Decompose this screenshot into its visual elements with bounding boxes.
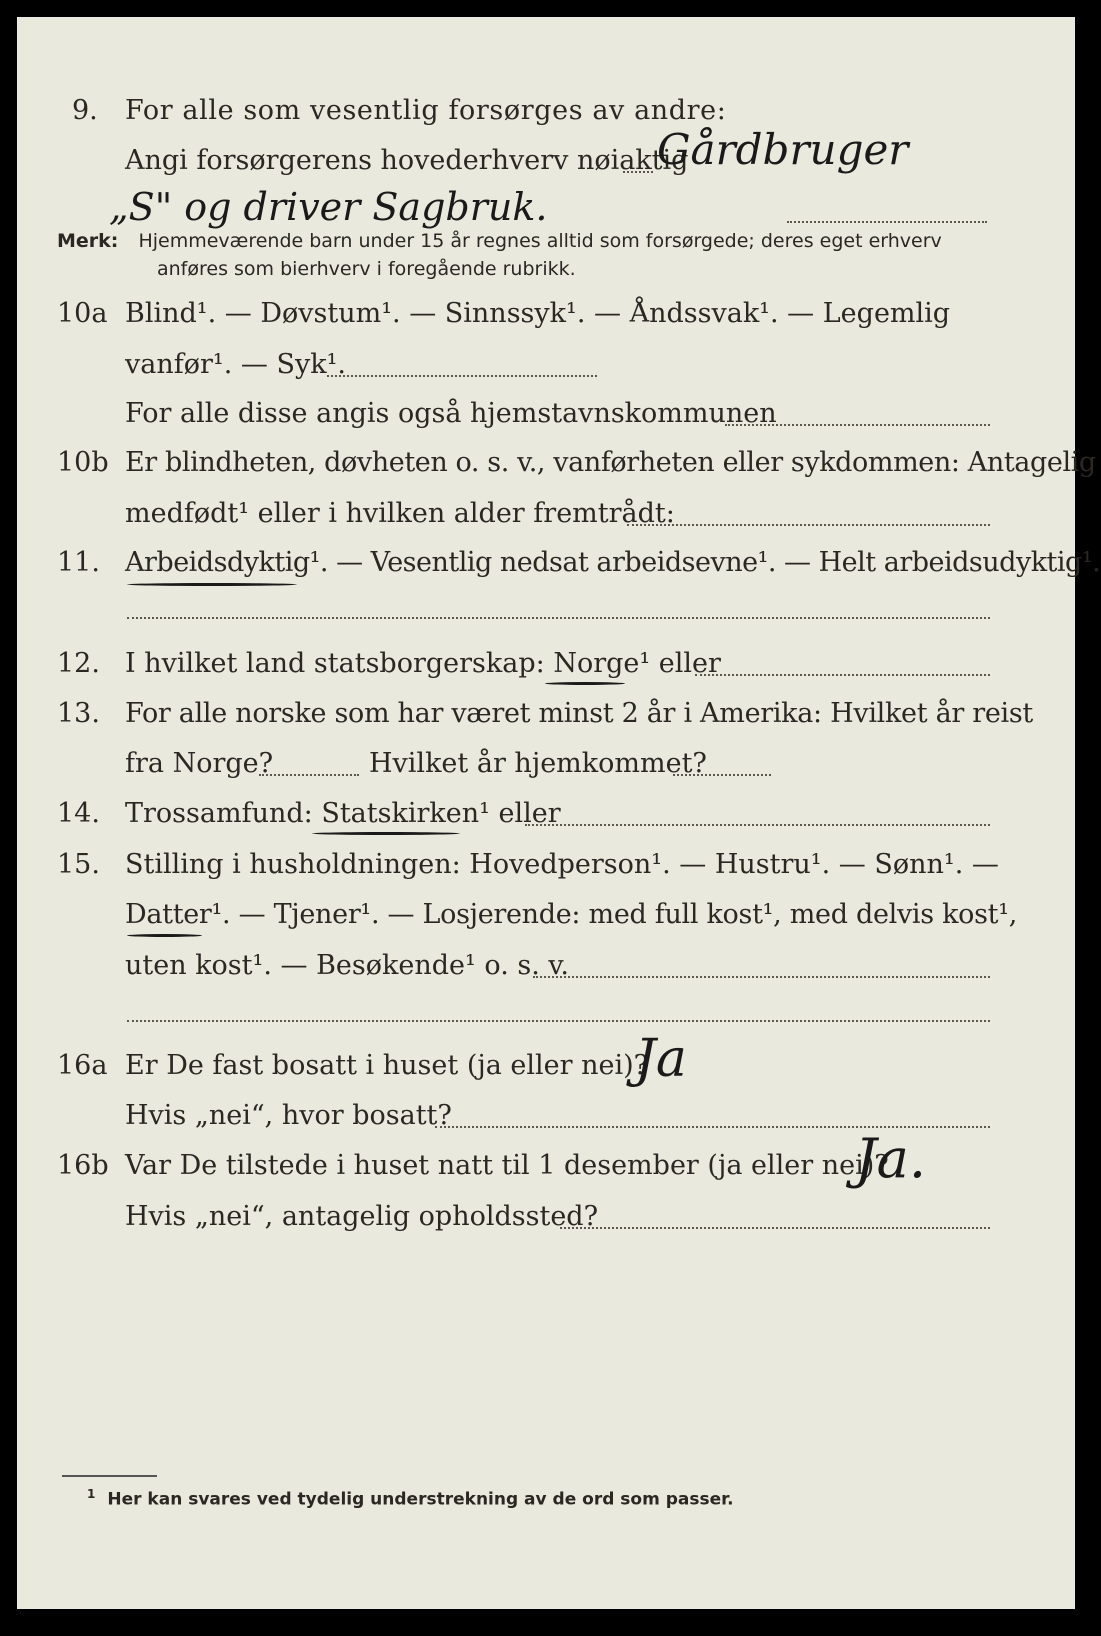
q14-number: 14. — [57, 798, 100, 829]
q12-fill-line — [695, 674, 990, 676]
q16a-handwritten-answer: Ja — [635, 1029, 687, 1089]
merk-note-line2: anføres som bierhverv i foregående rubrikk. — [157, 258, 576, 280]
q16a-line1: Er De fast bosatt i huset (ja eller nei)? — [125, 1050, 649, 1081]
q10a-line2: vanfør¹. — Syk¹. — [125, 349, 346, 380]
q11-handwritten-underline — [127, 583, 297, 586]
q13-line1: For alle norske som har været minst 2 år i Amerika: Hvilket år reist — [125, 698, 1033, 729]
merk-text-1: Hjemmeværende barn under 15 år regnes alltid som forsørgede; deres eget erhverv — [138, 230, 942, 252]
q12-line1: I hvilket land statsborgerskap: Norge¹ eller — [125, 648, 721, 679]
q10a-fill-line-2 — [725, 424, 990, 426]
q10a-fill-line-1 — [327, 375, 597, 377]
q11-line1: Arbeidsdyktig¹. — Vesentlig nedsat arbeidsevne¹. — Helt arbeidsudyktig¹. — [125, 547, 1101, 578]
q13-line2b: Hvilket år hjemkommet? — [369, 748, 707, 779]
q16b-line2: Hvis „nei“, antagelig opholdssted? — [125, 1201, 599, 1232]
q9-fill-line-2 — [787, 221, 987, 223]
q9-fill-line-1 — [623, 171, 653, 173]
q10b-line1: Er blindheten, døvheten o. s. v., vanførheten eller sykdommen: Antagelig — [125, 447, 1096, 478]
q12-number: 12. — [57, 648, 100, 679]
q14-line1: Trossamfund: Statskirken¹ eller — [125, 798, 561, 829]
footnote — [87, 1487, 734, 1510]
census-form-page — [17, 17, 1101, 1609]
q13-fill-line-2 — [673, 774, 771, 776]
q10b-number: 10b — [57, 447, 109, 478]
q14-fill-line — [525, 824, 990, 826]
q11-fill-line — [127, 617, 990, 619]
q16b-handwritten-answer: Ja. — [855, 1127, 927, 1190]
q15-line3: uten kost¹. — Besøkende¹ o. s. v. — [125, 950, 570, 981]
q11-number: 11. — [57, 547, 100, 578]
q15-line2: Datter¹. — Tjener¹. — Losjerende: med full kost¹, med delvis kost¹, — [125, 899, 1018, 930]
footnote-text: Her kan svares ved tydelig understrekning av de ord som passer. — [107, 1489, 734, 1510]
q12-handwritten-underline — [545, 682, 625, 685]
q13-fill-line-1 — [259, 774, 359, 776]
q10a-line3: For alle disse angis også hjemstavnskommunen — [125, 398, 777, 429]
q9-line1: For alle som vesentlig forsørges av andre: — [125, 95, 727, 126]
q9-number: 9. — [72, 95, 98, 126]
q16b-fill-line — [560, 1227, 990, 1229]
merk-label: Merk: — [57, 230, 119, 252]
footnote-mark: 1 — [87, 1487, 96, 1501]
q16b-number: 16b — [57, 1150, 109, 1181]
merk-note-line1 — [57, 229, 942, 253]
q9-handwritten-answer-1: Gårdbruger — [657, 125, 909, 174]
q15-line1: Stilling i husholdningen: Hovedperson¹. — Hustru¹. — Sønn¹. — — [125, 849, 999, 880]
q16a-line2: Hvis „nei“, hvor bosatt? — [125, 1100, 452, 1131]
q9-handwritten-answer-2: „S" og driver Sagbruk. — [109, 185, 548, 229]
q16a-number: 16a — [57, 1050, 108, 1081]
q13-number: 13. — [57, 698, 100, 729]
footnote-rule — [62, 1475, 157, 1477]
q10b-fill-line — [627, 524, 990, 526]
q15-fill-line-2 — [127, 1020, 990, 1022]
q15-fill-line-1 — [533, 976, 990, 978]
q10b-line2: medfødt¹ eller i hvilken alder fremtrådt: — [125, 498, 675, 529]
q13-line2a: fra Norge? — [125, 748, 274, 779]
q10a-number: 10a — [57, 298, 108, 329]
q15-handwritten-underline — [127, 934, 202, 937]
q16b-line1: Var De tilstede i huset natt til 1 desember (ja eller nei)? — [125, 1150, 889, 1181]
q10a-line1: Blind¹. — Døvstum¹. — Sinnssyk¹. — Åndssvak¹. — Legemlig — [125, 298, 951, 329]
q9-line2: Angi forsørgerens hovederhverv nøiaktig — [125, 145, 689, 176]
q15-number: 15. — [57, 849, 100, 880]
q14-handwritten-underline — [312, 832, 460, 835]
